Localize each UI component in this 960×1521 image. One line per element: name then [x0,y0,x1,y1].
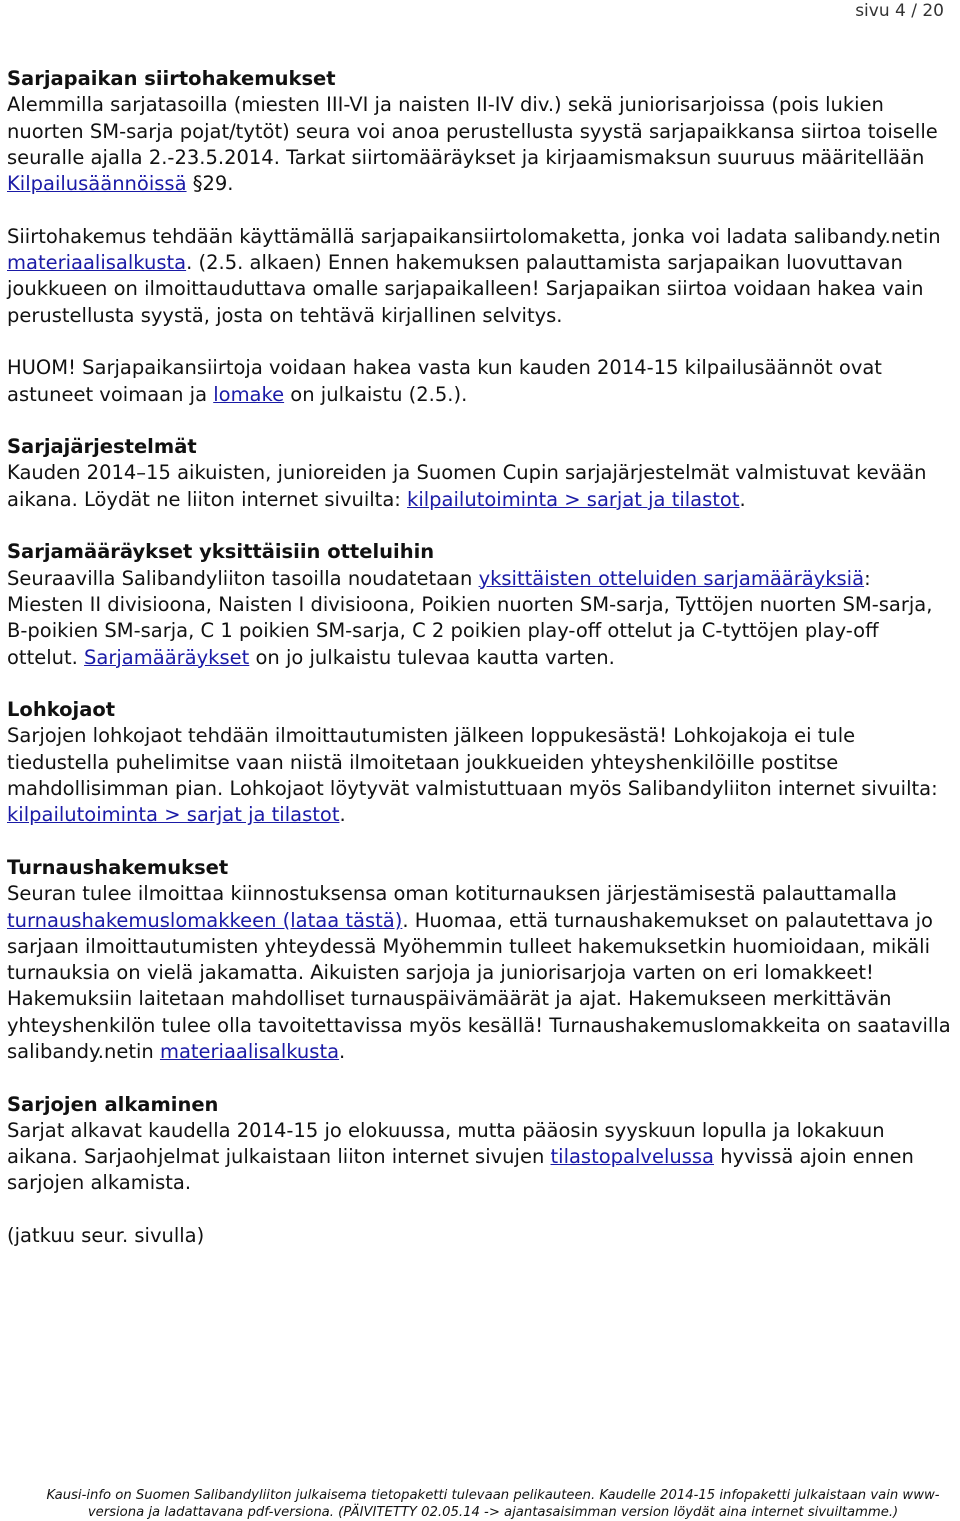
continued-note: (jatkuu seur. sivulla) [7,1224,205,1248]
text: §29. [186,172,234,196]
section-title: Lohkojaot [7,698,116,722]
materiaalisalkku-link[interactable]: materiaalisalkusta [7,251,187,275]
document-body [7,66,953,1249]
paragraph [7,224,953,329]
sarjamaaraykset-link[interactable]: Sarjamääräykset [84,645,250,669]
text: . [339,1039,346,1063]
text: : Miesten II divisioona, Naisten I divisioona, Poikien nuorten SM-sarja, Tyttöjen nuorten SM-sarja, B-poikien SM-sarja, C 1 poikien SM-sarja, C 2 poikien play-off ottelut ja C-tyttöjen play-off ottelut. [7,566,933,669]
text: Sarjat alkavat kaudella 2014-15 jo elokuussa, mutta pääosin syyskuun lopulla ja lokakuun aikana. Sarjaohjelmat julkaistaan liiton internet sivujen [7,1118,885,1169]
text: . Huomaa, että turnaushakemukset on palautettava jo sarjaan ilmoittautumisten yhteydessä Myöhemmin tulleet hakemuksetkin huomioidaan, mikäli turnauksia on vielä jakamatta. Aikuisten sarjoja ja juniorisarjoja varten on eri lomakkeet! Hakemuksiin laitetaan mahdolliset turnauspäivämäärät ja ajat. Hakemukseen merkittävän yhteyshenkilön tulee olla tavoitettavissa myös kesällä! Turnaushakemuslomakkeita on saatavilla salibandy.netin [7,908,951,1063]
text: Seuraavilla Salibandyliiton tasoilla noudatetaan [7,566,479,590]
sarjat-ja-tilastot-link[interactable]: kilpailutoiminta > sarjat ja tilastot [7,803,340,827]
paragraph [7,723,953,828]
section-lohkojaot [7,697,953,828]
lomake-link[interactable]: lomake [213,382,285,406]
kilpailusaannot-link[interactable]: Kilpailusäännöissä [7,172,187,196]
section-sarjamaaraykset [7,539,953,670]
text: hyvissä ajoin ennen sarjojen alkamista. [7,1145,914,1195]
text: on julkaistu (2.5.). [284,382,468,406]
text: . [739,487,746,511]
section-sarjajarjestelmat [7,434,953,513]
text: Alemmilla sarjatasoilla (miesten III-VI ja naisten II-IV div.) sekä juniorisarjoissa (pois lukien nuorten SM-sarja pojat/tytöt) seura voi anoa perustellusta syystä sarjapaikkansa siirtoa toiselle seuralle ajalla 2.-23.5.2014. Tarkat siirtomääräykset ja kirjaamismaksun suuruus määritellään [7,93,938,169]
paragraph [7,92,953,197]
section-title: Sarjamääräykset yksittäisiin otteluihin [7,540,435,564]
sarjat-ja-tilastot-link[interactable]: kilpailutoiminta > sarjat ja tilastot [407,487,740,511]
paragraph [7,1118,953,1197]
paragraph [7,566,953,671]
yksittaisten-otteluiden-link[interactable]: yksittäisten otteluiden sarjamääräyksiä [478,566,865,590]
paragraph [7,460,953,513]
text: on jo julkaistu tulevaa kautta varten. [249,645,615,669]
text: Seuran tulee ilmoittaa kiinnostuksensa oman kotiturnauksen järjestämisestä palauttamalla [7,882,897,906]
page-number: sivu 4 / 20 [855,1,944,21]
text: . (2.5. alkaen) Ennen hakemuksen palauttamista sarjapaikan luovuttavan joukkueen on ilmoittauduttava omalle sarjapaikalleen! Sarjapaikan siirtoa voidaan hakea vain perustellusta syystä, josta on tehtävä kirjallinen selvitys. [7,251,924,327]
text: . [339,803,346,827]
section-title: Sarjojen alkaminen [7,1092,219,1116]
materiaalisalkku-link[interactable]: materiaalisalkusta [159,1039,340,1063]
section-turnaushakemukset [7,855,953,1065]
section-sarjapaikan-siirtohakemukset [7,66,953,408]
turnaushakemuslomake-link[interactable]: turnaushakemuslomakkeen (lataa tästä) [7,908,403,932]
section-title: Sarjapaikan siirtohakemukset [7,67,336,90]
section-title: Turnaushakemukset [7,855,229,879]
paragraph [7,881,953,1065]
text: Kauden 2014–15 aikuisten, junioreiden ja Suomen Cupin sarjajärjestelmät valmistuvat kevään aikana. Löydät ne liiton internet sivuilta: [7,461,927,511]
tilastopalvelu-link[interactable]: tilastopalvelussa [550,1145,714,1169]
section-sarjojen-alkaminen [7,1092,953,1197]
section-title: Sarjajärjestelmät [7,435,197,459]
text: Sarjojen lohkojaot tehdään ilmoittautumisten jälkeen loppukesästä! Lohkojakoja ei tule tiedustella puhelimitse vaan niistä ilmoitetaan joukkueiden yhteyshenkilöille postitse mahdollisimman pian. Lohkojaot löytyvät valmistuttuaan myös Salibandyliiton internet sivuilta: [7,724,938,801]
page-footer: Kausi-info on Suomen Salibandyliiton julkaisema tietopaketti tulevaan pelikauteen. Kaudelle 2014-15 infopaketti julkaistaan vain www-versiona ja ladattavana pdf-versiona. (PÄIVITETTY 02.05.14 -> ajantasaisimman version löydät aina internet sivuiltamme.) [46,1488,940,1520]
text: Siirtohakemus tehdään käyttämällä sarjapaikansiirtolomaketta, jonka voi ladata salibandy.netin [7,224,941,248]
text: HUOM! Sarjapaikansiirtoja voidaan hakea vasta kun kauden 2014-15 kilpailusäännöt ovat astuneet voimaan ja [7,356,882,406]
paragraph [7,355,953,408]
